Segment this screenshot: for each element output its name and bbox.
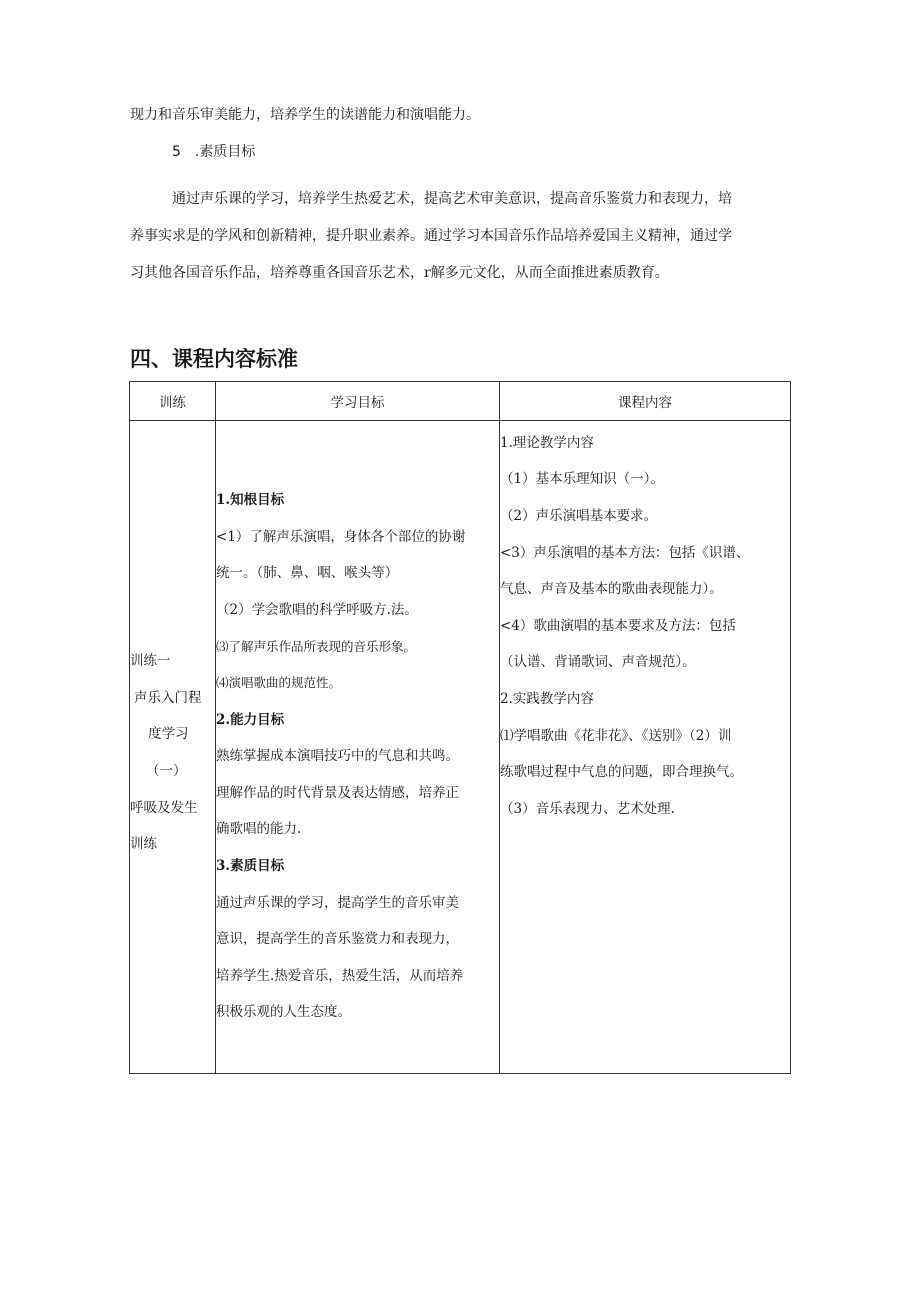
goal-line: 统一。（肺、鼻、咽、喉头等） — [216, 565, 399, 581]
quality-goal-paragraph-line: 通过声乐课的学习，培养学生热爱艺术，提高艺术审美意识，提高音乐鉴赏力和表现力，培 — [172, 191, 732, 207]
goal-line: 1.知根目标 — [216, 492, 285, 508]
goal-line: 熟练掌握成本演唱技巧中的气息和共鸣。 — [216, 748, 459, 764]
training-cell — [130, 421, 216, 1074]
content-line: ⑴学唱歌曲《花非花》、《送别》（2）训 — [500, 728, 732, 744]
content-line: 练歌唱过程中气息的问题，即合理换气。 — [500, 764, 743, 780]
goal-line: （2）学会歌唱的科学呼吸方.法。 — [216, 602, 418, 618]
content-line: （1）基本乐理知识（一）。 — [500, 471, 664, 487]
quality-goal-paragraph-line: 养事实求是的学风和创新精神，提升职业素养。通过学习本国音乐作品培养爱国主义精神，通过学 — [130, 228, 732, 244]
quality-goal-paragraph-line: 习其他各国音乐作品，培养尊重各国音乐艺术，r解多元文化，从而全面推进素质教育。 — [130, 265, 669, 281]
goal-line: 理解作品的时代背景及表达情感，培养正 — [216, 785, 459, 801]
content-line: 气息、声音及基本的歌曲表现能力）。 — [500, 581, 723, 597]
training-text: 训练一 — [130, 653, 171, 669]
column-header-learning-goals: 学习目标 — [216, 382, 500, 421]
column-header-course-content: 课程内容 — [500, 382, 791, 421]
content-line: 2.实践教学内容 — [500, 691, 594, 707]
training-text: 训练 — [130, 836, 157, 852]
section-5-title: 5 .素质目标 — [172, 144, 256, 160]
goal-line: 2.能力目标 — [216, 712, 285, 728]
content-line: （3）音乐表现力、艺术处理. — [500, 801, 675, 817]
training-text: 度学习 — [148, 726, 189, 742]
goal-line: 意识，提高学生的音乐鉴赏力和表现力， — [216, 931, 459, 947]
table-row — [130, 421, 791, 1074]
intro-line: 现力和音乐审美能力，培养学生的读谱能力和演唱能力。 — [130, 107, 480, 123]
content-line: <3）声乐演唱的基本方法：包括《识谱、 — [500, 545, 750, 561]
content-line: （2）声乐演唱基本要求。 — [500, 508, 658, 524]
content-line: 1.理论教学内容 — [500, 435, 594, 451]
training-text: 声乐入门程 — [134, 690, 202, 706]
goal-line: ⑷演唱歌曲的规范性。 — [216, 675, 342, 690]
content-line: （认谱、背诵歌词、声音规范）。 — [500, 654, 696, 670]
goal-line: 培养学生.热爱音乐，热爱生活，从而培养 — [216, 968, 464, 984]
training-text: （一） — [146, 763, 187, 779]
course-content-table — [129, 381, 791, 1074]
column-header-training: 训练 — [130, 382, 216, 421]
goal-line: 确歌唱的能力. — [216, 821, 302, 837]
goal-line: ⑶了解声乐作品所表现的音乐形象。 — [216, 639, 417, 654]
section-heading-course-standard: 四、课程内容标准 — [130, 347, 298, 371]
training-text: 呼吸及发生 — [130, 800, 198, 816]
goal-line: 3.素质目标 — [216, 858, 285, 874]
learning-goals-cell — [216, 421, 500, 1074]
table-header-row — [130, 382, 791, 421]
goal-line: <1）了解声乐演唱，身体各个部位的协谢 — [216, 529, 466, 545]
course-content-cell — [500, 421, 791, 1074]
goal-line: 通过声乐课的学习，提高学生的音乐审美 — [216, 895, 459, 911]
content-line: <4）歌曲演唱的基本要求及方法：包括 — [500, 618, 736, 634]
goal-line: 积极乐观的人生态度。 — [216, 1004, 351, 1020]
